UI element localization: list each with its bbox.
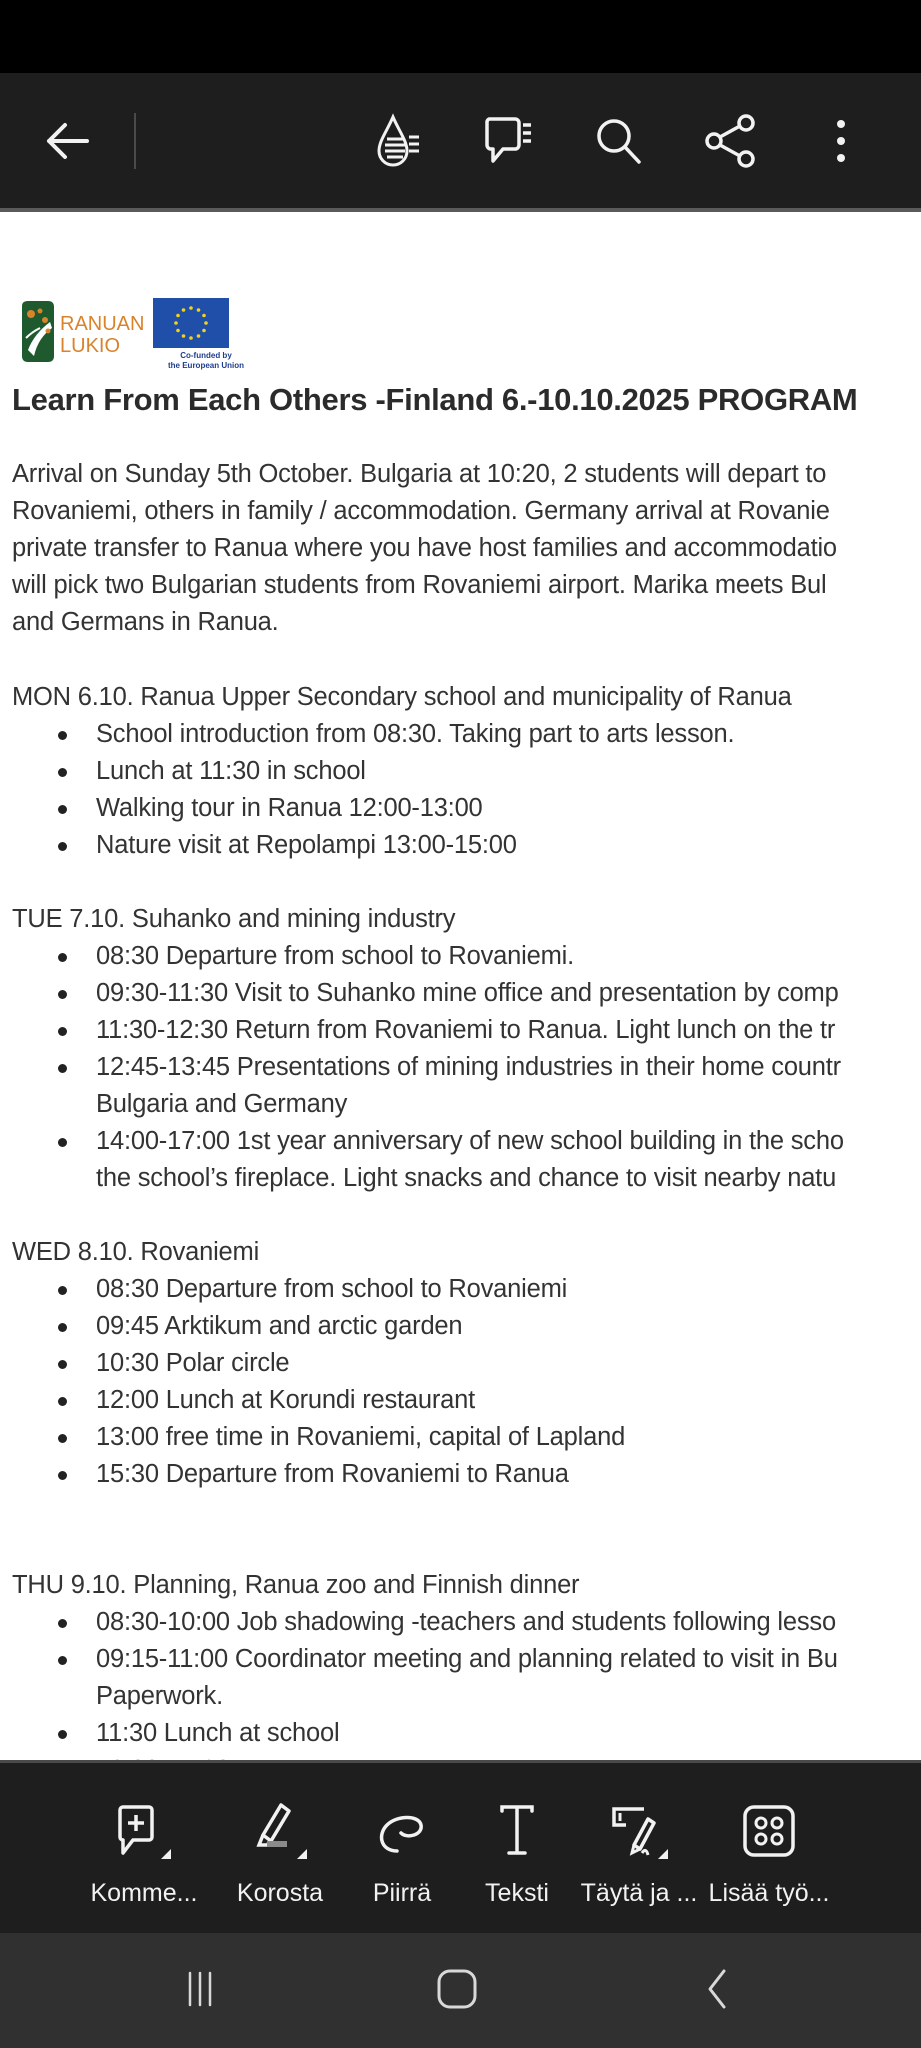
bullet-icon xyxy=(58,1323,67,1332)
list-item-text: School introduction from 08:30. Taking part to arts lesson. xyxy=(96,720,735,748)
day-heading: THU 9.10. Planning, Ranua zoo and Finnish dinner xyxy=(12,1571,580,1599)
fill-sign-icon xyxy=(604,1803,674,1863)
list-item xyxy=(12,827,792,864)
eu-star xyxy=(176,329,180,333)
bullet-icon xyxy=(58,1138,67,1147)
bullet-icon xyxy=(58,1064,67,1073)
text-tool-label: Teksti xyxy=(485,1879,549,1907)
bullet-icon xyxy=(58,1730,67,1739)
document-title: Learn From Each Others -Finland 6.-10.10.2025 PROGRAM xyxy=(12,382,858,417)
list-item-text: 11:30-12:30 Return from Rovaniemi to Ranua. Light lunch on the tr xyxy=(96,1016,836,1044)
bullet-icon xyxy=(58,1434,67,1443)
bullet-icon xyxy=(58,953,67,962)
list-item-continuation: Bulgaria and Germany xyxy=(96,1090,348,1118)
bullet-icon xyxy=(58,1286,67,1295)
eu-star xyxy=(202,314,206,318)
intro-line: private transfer to Ranua where you have host families and accommodatio xyxy=(12,534,837,562)
liquid-mode-button[interactable] xyxy=(366,73,436,208)
logos xyxy=(18,298,244,378)
bullet-icon xyxy=(58,1397,67,1406)
back-button[interactable] xyxy=(32,73,102,208)
home-icon xyxy=(435,1967,479,2011)
list-item xyxy=(12,1419,626,1456)
liquid-mode-icon xyxy=(373,113,429,169)
ranuan-lukio-logo xyxy=(18,298,145,368)
system-back-button[interactable] xyxy=(672,1953,762,2025)
intro-line: Rovaniemi, others in family / accommodation. Germany arrival at Rovanie xyxy=(12,497,830,525)
bullet-icon xyxy=(58,731,67,740)
highlight-icon xyxy=(245,1803,315,1863)
list-item-text: 14:00-17:00 1st year anniversary of new school building in the scho xyxy=(96,1127,844,1155)
logo-text-line2: LUKIO xyxy=(60,335,121,357)
system-nav-bar xyxy=(0,1933,921,2048)
more-options-button[interactable] xyxy=(806,73,876,208)
list-item xyxy=(12,1012,836,1049)
comment-tool[interactable] xyxy=(84,1763,204,1933)
highlight-tool-label: Korosta xyxy=(236,1879,324,1907)
list-item xyxy=(12,1604,836,1641)
list-item-text: 09:15-11:00 Coordinator meeting and planning related to visit in Bu xyxy=(96,1645,838,1673)
bullet-icon xyxy=(58,990,67,999)
share-icon xyxy=(702,113,758,169)
list-item xyxy=(12,1049,841,1086)
intro-line: will pick two Bulgarian students from Rovaniemi airport. Marika meets Bul xyxy=(12,571,827,599)
list-item xyxy=(12,1715,579,1752)
list-item-text: 12:00 Lunch at Korundi restaurant xyxy=(96,1386,476,1414)
more-tools[interactable] xyxy=(704,1763,834,1933)
back-nav-icon xyxy=(702,1967,732,2011)
bottom-toolbar xyxy=(0,1763,921,1933)
list-item-text: 08:30 Departure from school to Rovaniemi. xyxy=(96,942,574,970)
list-item-text: 09:45 Arktikum and arctic garden xyxy=(96,1312,463,1340)
bullet-icon xyxy=(58,768,67,777)
list-item-text: 13:00 free time in Rovaniemi, capital of Lapland xyxy=(96,1423,626,1451)
list-item xyxy=(12,1308,463,1345)
bullet-icon xyxy=(58,1619,67,1628)
text-icon xyxy=(482,1803,552,1863)
bullet-icon xyxy=(58,842,67,851)
comments-button[interactable] xyxy=(474,73,544,208)
day-section-mon xyxy=(12,679,792,864)
recent-apps-icon xyxy=(180,1969,220,2009)
bullet-icon xyxy=(58,805,67,814)
comment-tool-label: Komme... xyxy=(90,1879,198,1907)
eu-star xyxy=(182,334,186,338)
eu-caption-line1: Co-funded by xyxy=(180,351,232,360)
draw-tool[interactable] xyxy=(362,1763,442,1933)
eu-star xyxy=(176,314,180,318)
list-item-continuation: the school’s fireplace. Light snacks and chance to visit nearby natu xyxy=(96,1164,837,1192)
list-item-text: 11:30 Lunch at school xyxy=(96,1719,340,1747)
fill-sign-tool[interactable] xyxy=(574,1763,704,1933)
draw-tool-label: Piirrä xyxy=(372,1879,432,1907)
bullet-icon xyxy=(58,1360,67,1369)
eu-star xyxy=(189,306,193,310)
list-item-text: 09:30-11:30 Visit to Suhanko mine office and presentation by comp xyxy=(96,979,839,1007)
list-item xyxy=(12,790,792,827)
eu-caption-line2: the European Union xyxy=(168,361,244,370)
eu-star xyxy=(174,321,178,325)
list-item-text: 08:30 Departure from school to Rovaniemi xyxy=(96,1275,568,1303)
eu-star xyxy=(182,308,186,312)
bullet-icon xyxy=(58,1027,67,1036)
text-tool[interactable] xyxy=(477,1763,557,1933)
list-item xyxy=(12,1345,290,1382)
day-section-tue xyxy=(12,901,844,1197)
recent-apps-button[interactable] xyxy=(155,1953,245,2025)
eu-star xyxy=(202,329,206,333)
fill-sign-tool-label: Täytä ja ... xyxy=(580,1879,698,1907)
top-toolbar xyxy=(0,73,921,208)
day-section-thu xyxy=(12,1567,838,1789)
list-item-text: 15:30 Departure from Rovaniemi to Ranua xyxy=(96,1460,569,1488)
list-item xyxy=(12,1456,569,1493)
eu-flag xyxy=(153,298,229,348)
day-heading: WED 8.10. Rovaniemi xyxy=(12,1238,260,1266)
intro-paragraph xyxy=(12,456,837,641)
list-item xyxy=(12,716,792,753)
day-heading: MON 6.10. Ranua Upper Secondary school and municipality of Ranua xyxy=(12,683,792,711)
list-item-text: Lunch at 11:30 in school xyxy=(96,757,366,785)
list-item-text: 10:30 Polar circle xyxy=(96,1349,290,1377)
eu-star xyxy=(197,334,201,338)
logo-text-line1: RANUAN xyxy=(60,313,145,335)
intro-line: Arrival on Sunday 5th October. Bulgaria at 10:20, 2 students will depart to xyxy=(12,460,827,488)
more-options-icon xyxy=(831,116,851,166)
add-comment-icon xyxy=(109,1803,179,1863)
list-item xyxy=(12,938,836,975)
search-icon xyxy=(593,115,645,167)
draw-icon xyxy=(367,1803,437,1863)
list-item-text: 12:45-13:45 Presentations of mining industries in their home countr xyxy=(96,1053,841,1081)
list-item xyxy=(12,1123,844,1160)
list-item xyxy=(12,1641,838,1678)
list-item-text: 08:30-10:00 Job shadowing -teachers and students following lesso xyxy=(96,1608,836,1636)
search-button[interactable] xyxy=(584,73,654,208)
list-item-text: Walking tour in Ranua 12:00-13:00 xyxy=(96,794,483,822)
list-item xyxy=(12,975,839,1012)
bullet-icon xyxy=(58,1471,67,1480)
highlight-tool[interactable] xyxy=(230,1763,330,1933)
list-item xyxy=(12,753,792,790)
list-item xyxy=(12,1382,476,1419)
eu-caption xyxy=(156,351,256,371)
comments-list-icon xyxy=(481,113,537,169)
share-button[interactable] xyxy=(695,73,765,208)
eu-star xyxy=(204,321,208,325)
list-item xyxy=(12,1271,568,1308)
eu-star xyxy=(189,336,193,340)
eu-star xyxy=(197,308,201,312)
day-section-wed xyxy=(12,1234,626,1493)
document-page[interactable] xyxy=(0,212,921,1761)
bullet-icon xyxy=(58,1656,67,1665)
home-button[interactable] xyxy=(412,1953,502,2025)
more-tools-label: Lisää työ... xyxy=(708,1879,830,1907)
list-item-text: Nature visit at Repolampi 13:00-15:00 xyxy=(96,831,517,859)
more-tools-icon xyxy=(734,1803,804,1863)
toolbar-divider xyxy=(134,113,136,169)
back-icon xyxy=(43,121,91,161)
list-item-continuation: Paperwork. xyxy=(96,1682,223,1710)
day-heading: TUE 7.10. Suhanko and mining industry xyxy=(12,905,456,933)
status-bar xyxy=(0,0,921,73)
intro-line: and Germans in Ranua. xyxy=(12,608,279,636)
